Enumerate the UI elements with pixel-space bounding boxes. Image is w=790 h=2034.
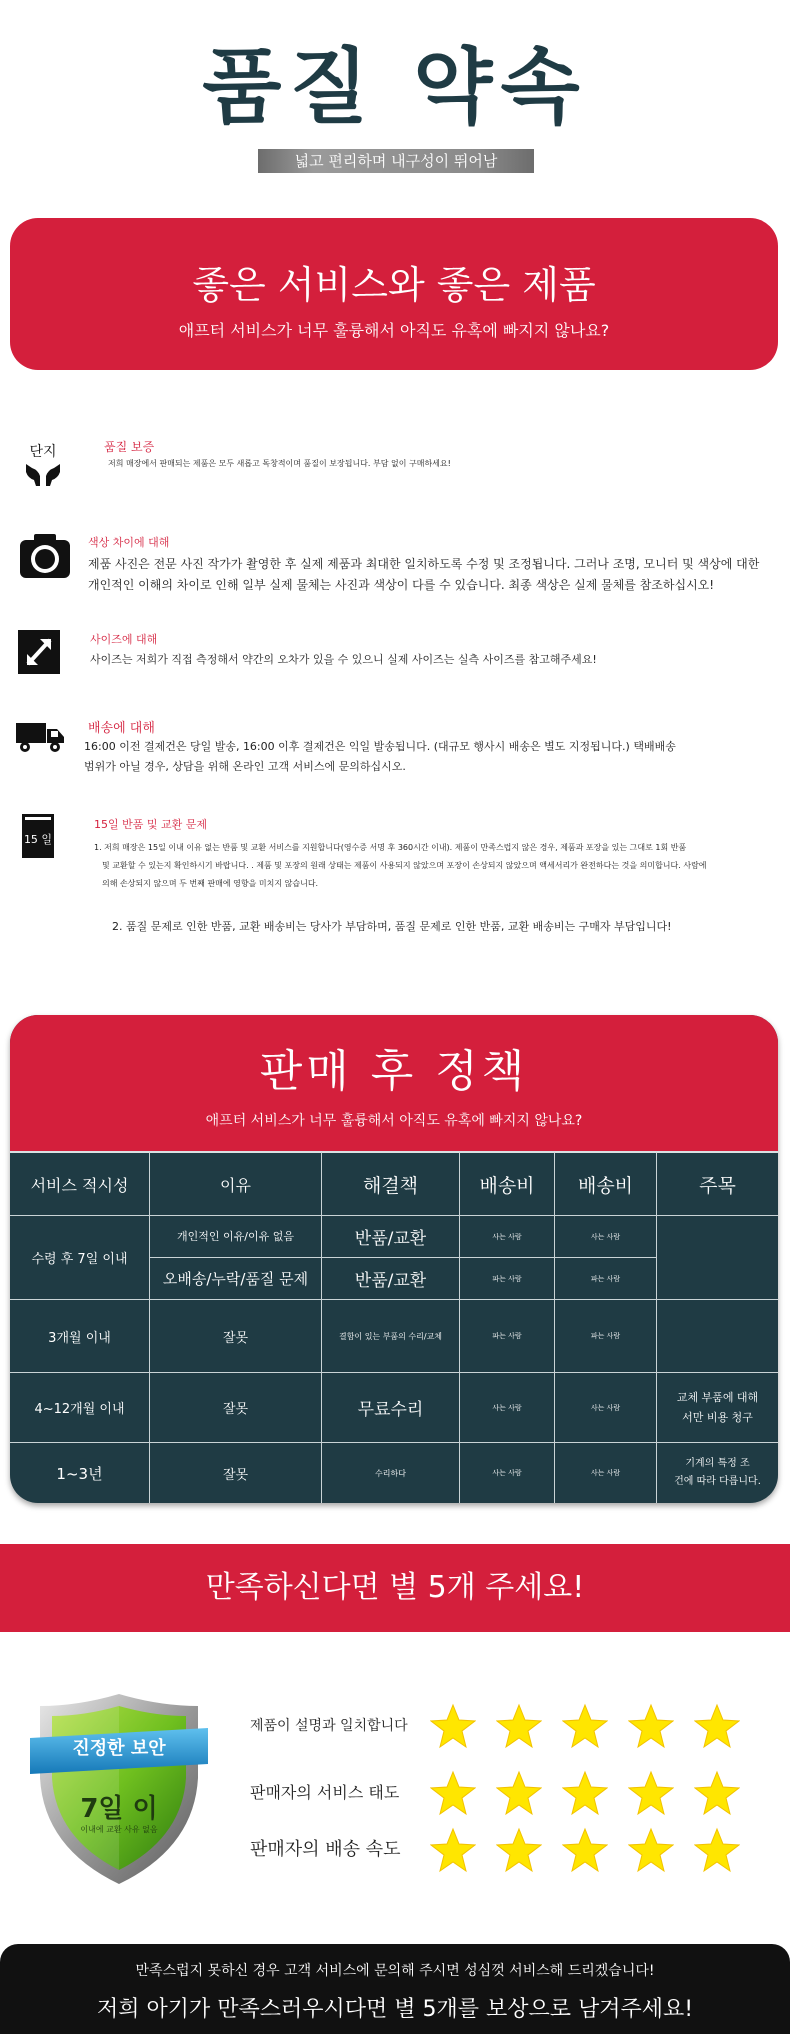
feature-color-body-line1: 제품 사진은 전문 사진 작가가 촬영한 후 실제 제품과 최대한 일치하도록 수정 및 조정됩니다. 그러나 조명, 모니터 및 색상에 대한 xyxy=(88,557,760,571)
star-rating[interactable] xyxy=(430,1701,770,1751)
table-cell-fee: 사는 사람 xyxy=(555,1443,657,1503)
policy-header xyxy=(10,1015,778,1151)
feature-returns xyxy=(0,810,790,950)
star-rating[interactable] xyxy=(430,1768,770,1818)
star-icon[interactable] xyxy=(694,1827,740,1873)
feature-color xyxy=(0,528,790,598)
feature-size-heading: 사이즈에 대해 xyxy=(90,633,158,646)
star-icon[interactable] xyxy=(694,1703,740,1749)
table-cell-fee: 파는 사람 xyxy=(460,1300,555,1373)
feature-returns-heading: 15일 반품 및 교환 문제 xyxy=(94,818,207,831)
after-sales-policy xyxy=(10,1015,778,1503)
table-cell-reason: 개인적인 이유/이유 없음 xyxy=(150,1216,322,1258)
rating-row xyxy=(250,1768,770,1818)
hands-icon xyxy=(18,438,68,488)
table-header-cell: 배송비 xyxy=(460,1151,555,1216)
table-cell-reason: 잘못 xyxy=(150,1443,322,1503)
table-cell-note-empty xyxy=(657,1216,778,1300)
rating-row xyxy=(250,1825,770,1875)
table-cell-period: 3개월 이내 xyxy=(10,1300,150,1373)
table-cell-fee: 사는 사람 xyxy=(555,1216,657,1258)
table-cell-solution: 수리하다 xyxy=(322,1443,460,1503)
table-header-cell: 이유 xyxy=(150,1151,322,1216)
star-icon[interactable] xyxy=(562,1770,608,1816)
feature-returns-body-line1: 1. 저희 매장은 15일 이내 이유 없는 반품 및 교환 서비스를 지원합니다(영수증 서명 후 360시간 이내). 제품이 만족스럽지 않은 경우, 제품과 포장을 있는 그대로 1회 반품 xyxy=(94,843,687,852)
table-cell-note-line: 기계의 특정 조 xyxy=(685,1458,750,1469)
policy-title: 판매 후 정책 xyxy=(259,1046,529,1097)
table-cell-fee: 파는 사람 xyxy=(555,1258,657,1300)
star-icon[interactable] xyxy=(496,1827,542,1873)
table-header-cell: 배송비 xyxy=(555,1151,657,1216)
table-cell-note-empty xyxy=(657,1300,778,1373)
star-icon[interactable] xyxy=(430,1827,476,1873)
table-cell-note-line: 서만 비용 청구 xyxy=(682,1410,753,1424)
table-cell-period: 4~12개월 이내 xyxy=(10,1373,150,1443)
service-banner xyxy=(10,218,778,370)
shield-caption: 이내에 교환 사유 없음 xyxy=(80,1825,158,1834)
table-cell-fee: 파는 사람 xyxy=(555,1300,657,1373)
service-banner-title: 좋은 서비스와 좋은 제품 xyxy=(192,263,596,307)
star-icon[interactable] xyxy=(496,1770,542,1816)
calendar-icon-label: 15 일 xyxy=(23,833,53,846)
feature-quality-body: 저희 매장에서 판매되는 제품은 모두 새롭고 독창적이며 품질이 보장됩니다. 부담 없이 구매하세요! xyxy=(108,459,451,468)
feature-shipping-heading: 배송에 대해 xyxy=(88,721,155,736)
feature-quality-heading: 품질 보증 xyxy=(104,440,155,454)
page-title: 품질 약속 xyxy=(202,40,588,135)
feature-returns-note: 2. 품질 문제로 인한 반품, 교환 배송비는 당사가 부담하며, 품질 문제로 인한 반품, 교환 배송비는 구매자 부담입니다! xyxy=(112,920,672,933)
rating-row xyxy=(250,1701,770,1751)
table-cell-solution: 반품/교환 xyxy=(322,1258,460,1300)
policy-subtitle: 애프터 서비스가 너무 훌륭해서 아직도 유혹에 빠지지 않나요? xyxy=(205,1113,583,1129)
feature-returns-body-line3: 의해 손상되지 않으며 두 번째 판매에 영향을 미치지 않습니다. xyxy=(102,879,319,888)
table-cell-solution: 무료수리 xyxy=(322,1373,460,1443)
shield-days-text: 7일 이 xyxy=(80,1794,158,1824)
table-cell-solution: 반품/교환 xyxy=(322,1216,460,1258)
table-cell-fee: 사는 사람 xyxy=(555,1373,657,1443)
table-cell-reason: 오배송/누락/품질 문제 xyxy=(150,1258,322,1300)
table-cell-reason: 잘못 xyxy=(150,1300,322,1373)
rating-label: 판매자의 서비스 태도 xyxy=(250,1783,400,1802)
feature-shipping-body-line2: 범위가 아닐 경우, 상담을 위해 온라인 고객 서비스에 문의하십시오. xyxy=(84,760,406,773)
star-icon[interactable] xyxy=(430,1703,476,1749)
star-icon[interactable] xyxy=(430,1770,476,1816)
table-cell-reason: 잘못 xyxy=(150,1373,322,1443)
calendar-icon xyxy=(22,814,54,858)
feature-quality xyxy=(0,430,790,490)
service-banner-subtitle: 애프터 서비스가 너무 훌륭해서 아직도 유혹에 빠지지 않나요? xyxy=(178,321,610,340)
table-header-cell: 해결책 xyxy=(322,1151,460,1216)
footer xyxy=(0,1944,790,2034)
star-icon[interactable] xyxy=(628,1770,674,1816)
feature-shipping xyxy=(0,713,790,777)
rating-label: 제품이 설명과 일치합니다 xyxy=(250,1718,408,1734)
feature-size-body: 사이즈는 저희가 직접 측정해서 약간의 오차가 있을 수 있으니 실제 사이즈는 실측 사이즈를 참고해주세요! xyxy=(90,653,597,666)
table-cell-solution: 결함이 있는 부품의 수리/교체 xyxy=(322,1300,460,1373)
subtitle-band: 넓고 편리하며 내구성이 뛰어남 xyxy=(258,149,534,173)
star-icon[interactable] xyxy=(628,1827,674,1873)
table-cell-note xyxy=(657,1373,778,1443)
feature-returns-body-line2: 및 교환할 수 있는지 확인하시기 바랍니다. . 제품 및 포장의 원래 상태는 제품이 사용되지 않았으며 포장이 손상되지 않았으며 액세서리가 완전하다는 것을 의미합니다. 사람에 xyxy=(102,861,707,870)
feature-size xyxy=(0,628,790,684)
star-icon[interactable] xyxy=(562,1703,608,1749)
table-header-cell: 주목 xyxy=(657,1151,778,1216)
table-cell-fee: 사는 사람 xyxy=(460,1373,555,1443)
table-cell-fee: 사는 사람 xyxy=(460,1443,555,1503)
camera-icon xyxy=(18,532,68,582)
table-cell-fee: 파는 사람 xyxy=(460,1258,555,1300)
feature-color-body-line2: 개인적인 이해의 차이로 인해 일부 실제 물체는 사진과 색상이 다를 수 있습니다. 최종 색상은 실제 물체를 참조하십시오! xyxy=(88,578,715,592)
table-cell-period: 수령 후 7일 이내 xyxy=(10,1216,150,1300)
table-cell-note-line: 교체 부품에 대해 xyxy=(676,1390,759,1404)
star-rating[interactable] xyxy=(430,1825,770,1875)
table-cell-fee: 사는 사람 xyxy=(460,1216,555,1258)
rating-banner: 만족하신다면 별 5개 주세요! xyxy=(0,1544,790,1632)
star-icon[interactable] xyxy=(562,1827,608,1873)
hands-icon-label: 단지 xyxy=(29,444,57,460)
footer-line2: 저희 아기가 만족스러우시다면 별 5개를 보상으로 남겨주세요! xyxy=(96,1997,694,2022)
table-cell-note xyxy=(657,1443,778,1503)
feature-color-heading: 색상 차이에 대해 xyxy=(88,536,170,549)
rating-label: 판매자의 배송 속도 xyxy=(250,1839,401,1860)
shield-ribbon-text: 진정한 보안 xyxy=(72,1738,166,1759)
star-icon[interactable] xyxy=(694,1770,740,1816)
policy-table xyxy=(10,1151,778,1503)
footer-line1: 만족스럽지 못하신 경우 고객 서비스에 문의해 주시면 성심껏 서비스해 드리겠습니다! xyxy=(135,1963,655,1979)
table-cell-note-line: 건에 따라 다릅니다. xyxy=(674,1476,761,1487)
star-icon[interactable] xyxy=(628,1703,674,1749)
feature-shipping-body-line1: 16:00 이전 결제건은 당일 발송, 16:00 이후 결제건은 익일 발송됩니다. (대규모 행사시 배송은 별도 지정됩니다.) 택배배송 xyxy=(84,740,676,753)
table-header-cell: 서비스 적시성 xyxy=(10,1151,150,1216)
truck-icon xyxy=(14,717,66,767)
resize-arrow-icon xyxy=(18,630,68,680)
table-cell-period: 1~3년 xyxy=(10,1443,150,1503)
security-shield xyxy=(30,1688,208,1888)
star-icon[interactable] xyxy=(496,1703,542,1749)
